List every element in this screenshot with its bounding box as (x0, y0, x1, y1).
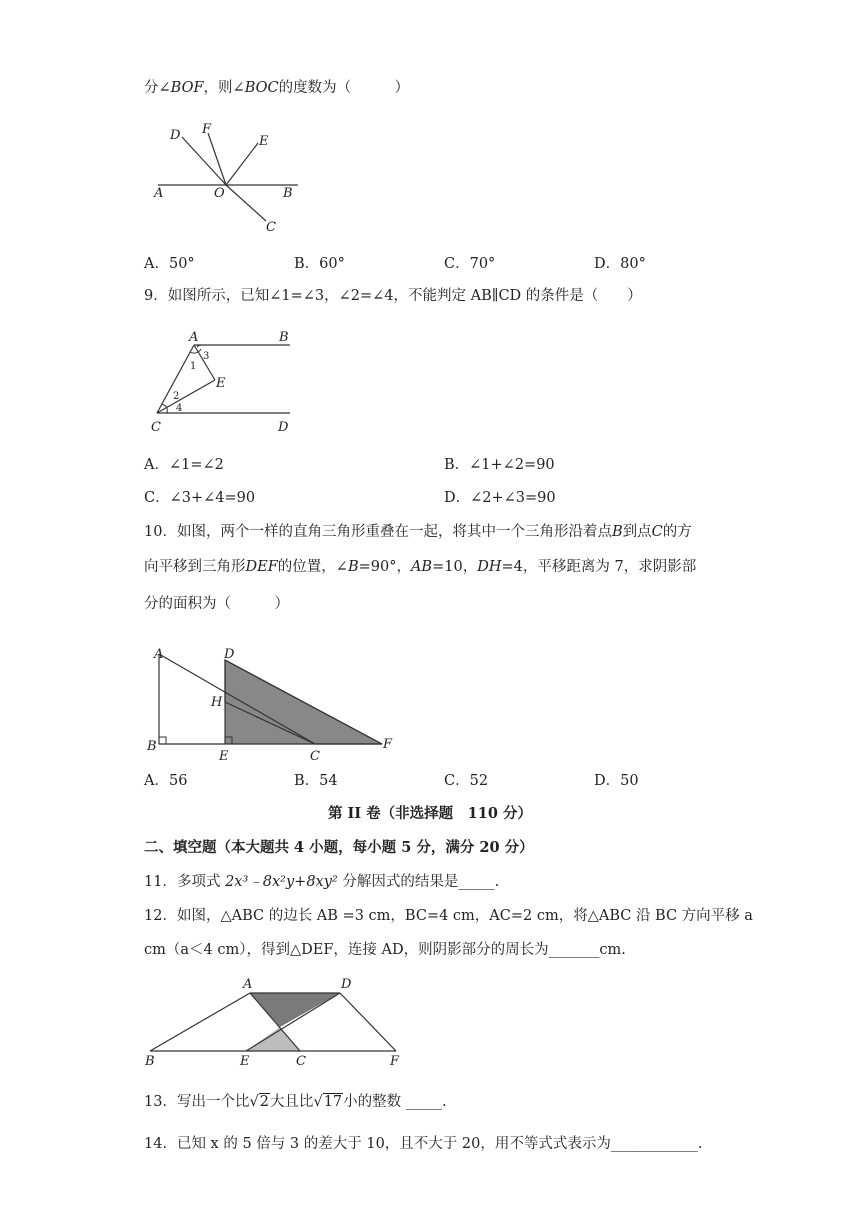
q9-label-1: 1 (190, 361, 197, 372)
q10-line2: 向平移到三角形DEF的位置，∠B=90°，AB=10，DH=4，平移距离为 7，求阴影部 (144, 559, 697, 575)
q9-option-c: C．∠3+∠4=90 (144, 490, 256, 506)
q8-label-d: D (170, 128, 181, 143)
q10-option-a: A．56 (144, 773, 188, 789)
q12-label-e: E (240, 1054, 250, 1069)
q9-label-3: 3 (203, 351, 210, 362)
q10-label-b: B (147, 739, 157, 754)
q12-label-d: D (341, 977, 352, 992)
q10-line3: 分的面积为（ ） (144, 596, 289, 612)
q8-text: 分∠BOF，则∠BOC的度数为（ ） (144, 80, 410, 96)
q8-label-a: A (154, 186, 164, 201)
q8-option-b: B．60° (294, 256, 345, 272)
q12-line1: 12．如图，△ABC 的边长 AB =3 cm，BC=4 cm，AC=2 cm，将△ABC 沿 BC 方向平移 a (144, 908, 753, 924)
q9-option-a: A．∠1=∠2 (144, 457, 224, 473)
q12-label-b: B (145, 1054, 155, 1069)
q9-label-b: B (279, 330, 289, 345)
q11-polynomial: 2x³﹣8x²y+8xy² (225, 874, 338, 890)
q9-label-4: 4 (176, 403, 183, 414)
q10-label-d: D (224, 647, 235, 662)
section2-title: 二、填空题（本大题共 4 小题，每小题 5 分，满分 20 分） (144, 839, 534, 856)
q10-label-e: E (219, 749, 229, 764)
q9-text: 9．如图所示，已知∠1=∠3，∠2=∠4，不能判定 AB∥CD 的条件是（ ） (144, 288, 642, 304)
q10-label-h: H (211, 695, 223, 710)
q12-figure (140, 975, 410, 1070)
q10-label-f: F (383, 737, 393, 752)
q9-label-c: C (151, 420, 161, 435)
q9-label-2: 2 (173, 391, 180, 402)
part2-title: 第 II 卷（非选择题 110 分） (328, 805, 532, 822)
q8-figure (140, 115, 310, 240)
q8-option-d: D．80° (594, 256, 646, 272)
q9-label-a: A (189, 330, 199, 345)
sqrt-2: √2 (249, 1094, 269, 1110)
q9-option-d: D．∠2+∠3=90 (444, 490, 556, 506)
q10-line1: 10．如图，两个一样的直角三角形重叠在一起，将其中一个三角形沿着点B到点C的方 (144, 524, 692, 540)
q10-option-c: C．52 (444, 773, 489, 789)
q12-line2: cm（a＜4 cm），得到△DEF，连接 AD，则阴影部分的周长为_______cm. (144, 942, 626, 958)
q10-label-c: C (310, 749, 320, 764)
q10-figure (145, 640, 405, 765)
q8-label-b: B (283, 186, 293, 201)
q12-label-a: A (243, 977, 253, 992)
q8-option-a: A．50° (144, 256, 195, 272)
q11-text: 11．多项式 2x³﹣8x²y+8xy² 分解因式的结果是_____. (144, 874, 500, 890)
q8-label-e: E (259, 134, 269, 149)
q12-label-f: F (390, 1054, 400, 1069)
q8-label-o: O (214, 186, 225, 201)
q14-text: 14．已知 x 的 5 倍与 3 的差大于 10，且不大于 20，用不等式式表示为____________. (144, 1136, 703, 1152)
q9-label-d: D (278, 420, 289, 435)
q9-figure (145, 325, 305, 440)
q8-label-c: C (266, 220, 276, 235)
q12-label-c: C (296, 1054, 306, 1069)
q10-option-b: B．54 (294, 773, 338, 789)
sqrt-17: √17 (313, 1094, 343, 1110)
q10-option-d: D．50 (594, 773, 639, 789)
q13-text: 13．写出一个比√2大且比√17小的整数 _____. (144, 1094, 447, 1110)
q9-label-e: E (216, 376, 226, 391)
q9-option-b: B．∠1+∠2=90 (444, 457, 555, 473)
q8-option-c: C．70° (444, 256, 496, 272)
q10-label-a: A (154, 647, 164, 662)
q8-label-f: F (202, 122, 212, 137)
